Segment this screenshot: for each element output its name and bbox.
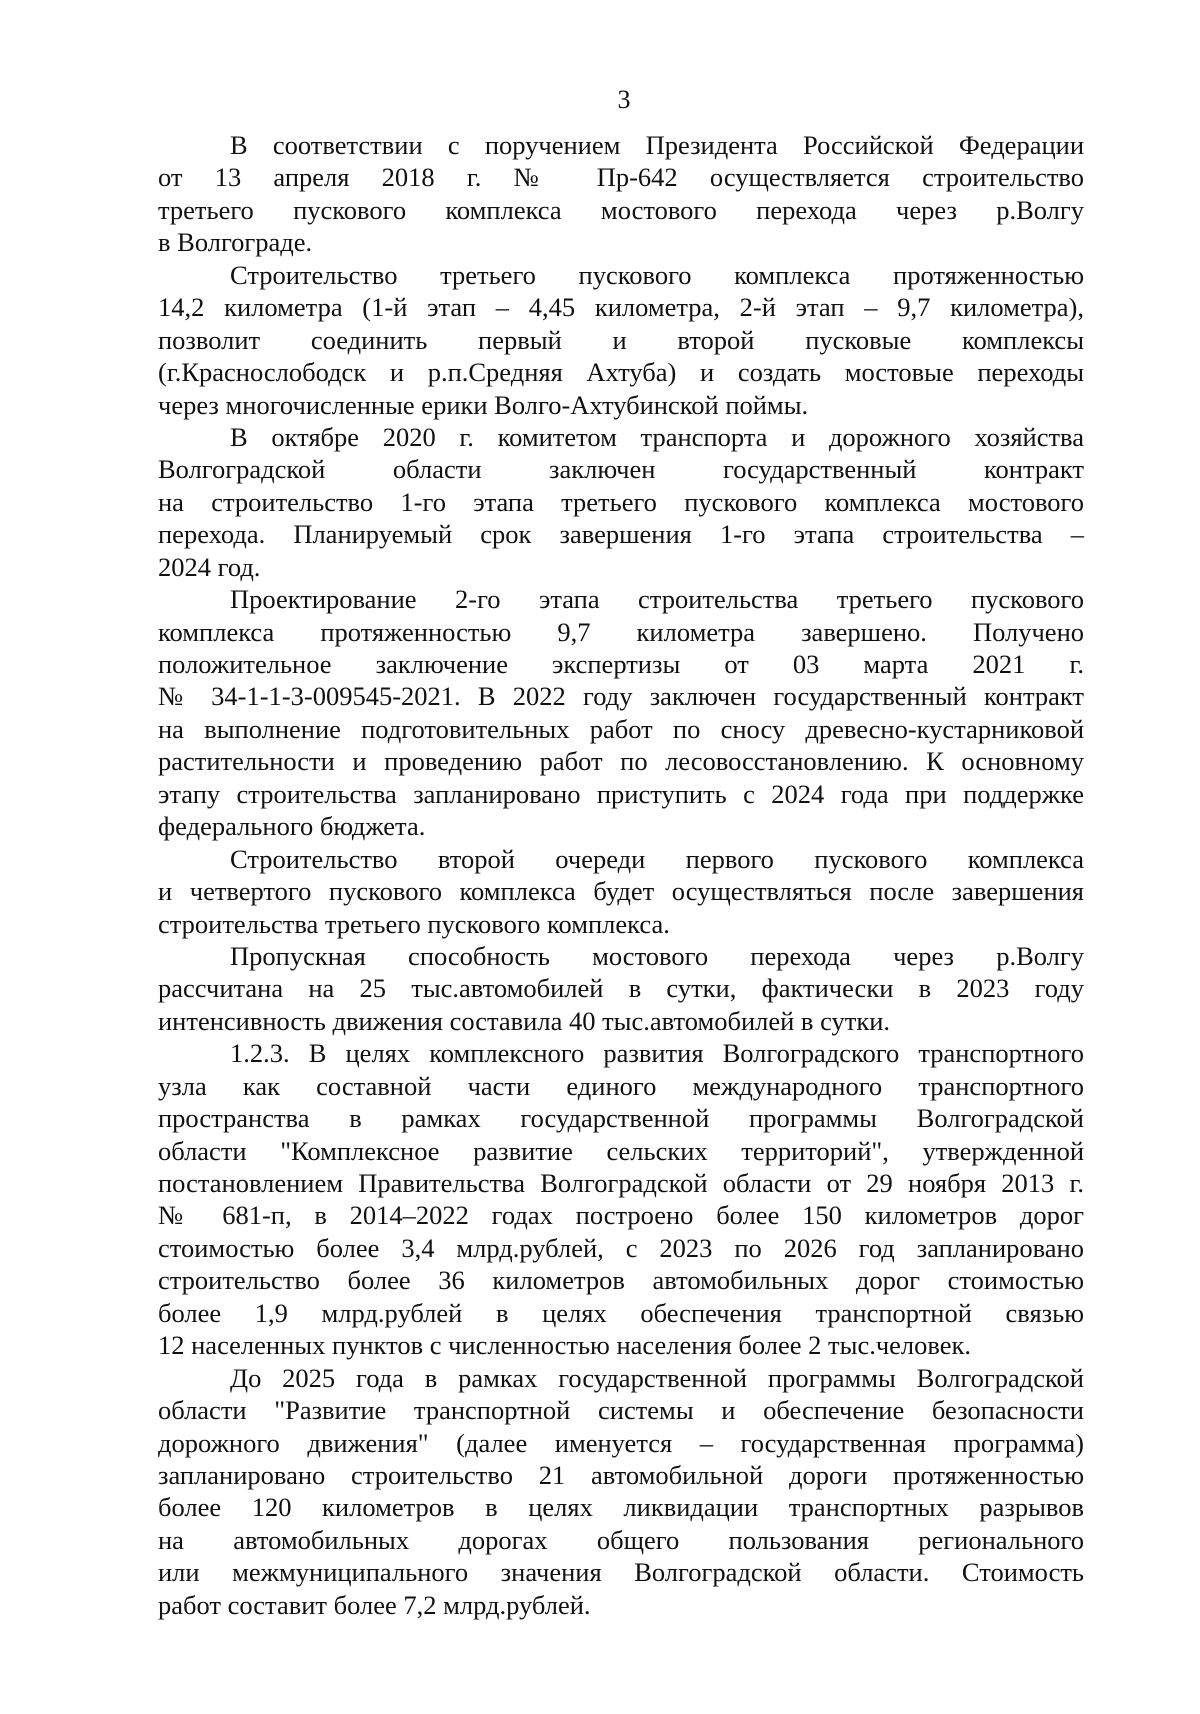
text-line: работ составит более 7,2 млрд.рублей. — [158, 1589, 591, 1620]
text-line: строительство более 36 километров автомобильных дорог стоимостью — [158, 1265, 1084, 1296]
text-line: Строительство второй очереди первого пускового комплекса — [230, 843, 1084, 874]
text-line: на выполнение подготовительных работ по сносу древесно-кустарниковой — [158, 713, 1084, 744]
text-line: или межмуниципального значения Волгоградской области. Стоимость — [158, 1557, 1084, 1588]
text-line: строительства третьего пускового комплекса. — [158, 908, 670, 939]
text-line: В соответствии с поручением Президента Российской Федерации — [230, 130, 1084, 160]
text-line: В октябре 2020 г. комитетом транспорта и дорожного хозяйства — [230, 421, 1084, 452]
text-line: растительности и проведению работ по лесовосстановлению. К основному — [158, 746, 1084, 777]
text-line: более 1,9 млрд.рублей в целях обеспечения транспортной связью — [158, 1297, 1084, 1328]
text-line: 14,2 километра (1-й этап – 4,45 километра, 2-й этап – 9,7 километра), — [158, 292, 1084, 323]
text-line: перехода. Планируемый срок завершения 1-го этапа строительства – — [158, 519, 1084, 550]
text-line: (г.Краснослободск и р.п.Средняя Ахтуба) и создать мостовые переходы — [158, 357, 1084, 388]
text-line: положительное заключение экспертизы от 03 марта 2021 г. — [158, 649, 1084, 679]
text-line: в Волгограде. — [158, 227, 313, 258]
text-line: узла как составной части единого международного транспортного — [158, 1070, 1084, 1101]
text-line: комплекса протяженностью 9,7 километра завершено. Получено — [158, 616, 1084, 647]
page-number: 3 — [617, 85, 631, 114]
text-line: интенсивность движения составила 40 тыс.автомобилей в сутки. — [158, 1005, 890, 1036]
text-line: № 681-п, в 2014–2022 годах построено более 150 километров дорог — [158, 1200, 1084, 1231]
paragraph-capacity — [158, 940, 1084, 1037]
text-line: федерального бюджета. — [158, 811, 426, 842]
text-line: дорожного движения" (далее именуется – государственная программа) — [158, 1427, 1084, 1458]
text-line: запланировано строительство 21 автомобильной дороги протяженностью — [158, 1459, 1084, 1490]
text-line: 2024 год. — [158, 551, 261, 582]
text-line: и четвертого пускового комплекса будет осуществляться после завершения — [158, 876, 1084, 907]
text-line: До 2025 года в рамках государственной программы Волгоградской — [230, 1362, 1084, 1393]
text-line: Пропускная способность мостового перехода через р.Волгу — [230, 940, 1084, 971]
text-line: более 120 километров в целях ликвидации транспортных разрывов — [158, 1492, 1084, 1523]
text-line: Проектирование 2-го этапа строительства третьего пускового — [230, 584, 1084, 615]
text-line: третьего пускового комплекса мостового перехода через р.Волгу — [158, 194, 1084, 225]
text-line: постановлением Правительства Волгоградской области от 29 ноября 2013 г. — [158, 1168, 1084, 1198]
paragraph-contract-2020 — [158, 421, 1084, 583]
text-line: пространства в рамках государственной программы Волгоградской — [158, 1103, 1084, 1134]
text-line: 1.2.3. В целях комплексного развития Волгоградского транспортного — [230, 1038, 1084, 1069]
paragraph-design-stage-2 — [158, 583, 1084, 843]
text-line: стоимостью более 3,4 млрд.рублей, с 2023 по 2026 год запланировано — [158, 1232, 1084, 1263]
text-line: 12 населенных пунктов с численностью населения более 2 тыс.человек. — [158, 1330, 972, 1361]
text-line: на строительство 1-го этапа третьего пускового комплекса мостового — [158, 486, 1084, 517]
text-line: области "Комплексное развитие сельских территорий", утвержденной — [158, 1135, 1084, 1166]
text-line: этапу строительства запланировано приступить с 2024 года при поддержке — [158, 778, 1084, 809]
paragraph-bridge-construction — [158, 129, 1084, 259]
text-line: от 13 апреля 2018 г. № Пр-642 осуществляется строительство — [158, 162, 1084, 193]
text-line: области "Развитие транспортной системы и обеспечение безопасности — [158, 1395, 1084, 1426]
paragraph-state-program-2025 — [158, 1362, 1084, 1622]
text-line: Волгоградской области заключен государственный контракт — [158, 454, 1084, 485]
text-line: рассчитана на 25 тыс.автомобилей в сутки, фактически в 2023 году — [158, 973, 1084, 1004]
paragraph-1-2-3-rural-roads — [158, 1037, 1084, 1361]
text-line: на автомобильных дорогах общего пользования регионального — [158, 1524, 1084, 1555]
paragraph-third-complex — [158, 259, 1084, 421]
document-body — [158, 129, 1084, 1621]
text-line: № 34-1-1-3-009545-2021. В 2022 году заключен государственный контракт — [158, 681, 1084, 712]
text-line: Строительство третьего пускового комплекса протяженностью — [230, 259, 1084, 290]
text-line: через многочисленные ерики Волго-Ахтубинской поймы. — [158, 389, 809, 420]
text-line: позволит соединить первый и второй пусковые комплексы — [158, 324, 1084, 355]
paragraph-second-queue — [158, 843, 1084, 940]
